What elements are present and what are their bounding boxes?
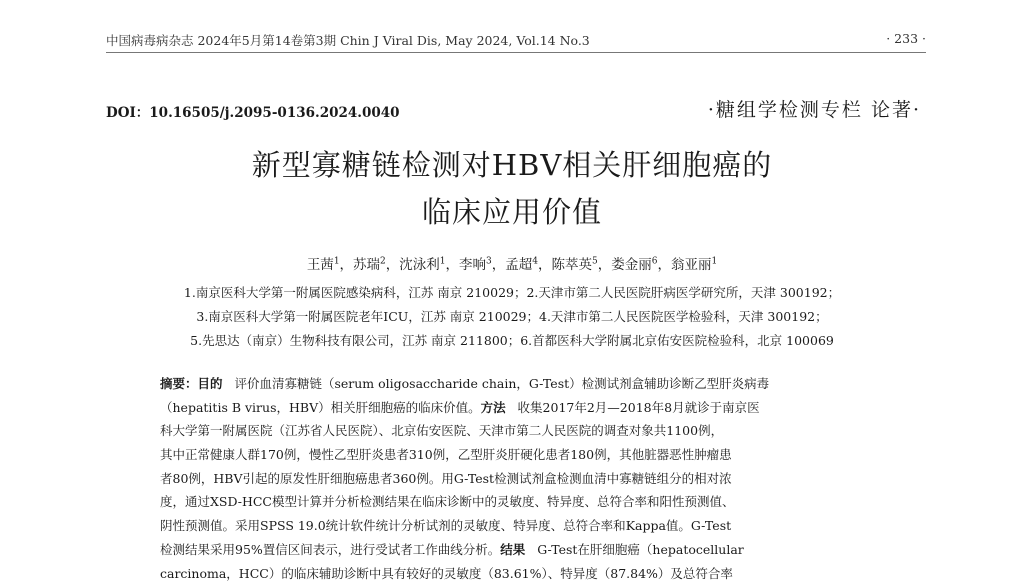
methods-label: 方法 — [481, 400, 506, 415]
abstract-line: 阴性预测值。采用SPSS 19.0统计软件统计分析试剂的灵敏度、特异度、总符合率和Kappa值。G-Test — [160, 514, 870, 538]
author-affiliation-number: 1 — [711, 257, 717, 267]
abstract-line — [160, 396, 870, 420]
objective-label: 目的 — [198, 376, 223, 391]
abstract-line — [160, 538, 870, 562]
abstract-line: carcinoma，HCC）的临床辅助诊断中具有较好的灵敏度（83.61%）、特异度（87.84%）及总符合率 — [160, 562, 870, 585]
author-affiliation-number: 5 — [592, 257, 598, 267]
author-affiliation-number: 4 — [532, 257, 538, 267]
abstract-text: 收集2017年2月—2018年8月就诊于南京医 — [518, 400, 760, 415]
abstract-text: G-Test在肝细胞癌（hepatocellular — [537, 542, 744, 557]
abstract-line: 度，通过XSD-HCC模型计算并分析检测结果在临床诊断中的灵敏度、特异度、总符合率和阳性预测值、 — [160, 490, 870, 514]
results-label: 结果 — [500, 542, 525, 557]
author-affiliation-number: 6 — [652, 257, 658, 267]
abstract-text: 检测结果采用95%置信区间表示，进行受试者工作曲线分析。 — [160, 542, 500, 557]
paper-title-line1: 新型寡糖链检测对HBV相关肝细胞癌的 — [0, 141, 1024, 189]
author: 翁亚丽$^1$ — [671, 257, 717, 273]
author: 陈萃英$^5$ — [551, 257, 597, 273]
affiliation-line: 5.先思达（南京）生物科技有限公司，江苏 南京 211800；6.首都医科大学附属北京佑安医院检验科，北京 100069 — [0, 331, 1024, 349]
abstract-text: 评价血清寡糖链（serum oligosaccharide chain，G-Test）检测试剂盒辅助诊断乙型肝炎病毒 — [234, 376, 769, 391]
abstract-line: 其中正常健康人群170例，慢性乙型肝炎患者310例，乙型肝炎肝硬化患者180例，其他脏器恶性肿瘤患 — [160, 443, 870, 467]
abstract-text: （hepatitis B virus，HBV）相关肝细胞癌的临床价值。 — [160, 400, 481, 415]
journal-info: 中国病毒病杂志 2024年5月第14卷第3期 Chin J Viral Dis, May 2024, Vol.14 No.3 — [106, 31, 590, 49]
abstract-line — [160, 372, 870, 396]
author: 李响$^3$ — [459, 257, 492, 273]
column-tag: ·糖组学检测专栏 论著· — [708, 95, 921, 122]
author-affiliation-number: 1 — [440, 257, 446, 267]
author: 王茜$^1$ — [307, 257, 340, 273]
abstract-line: 者80例，HBV引起的原发性肝细胞癌患者360例。用G-Test检测试剂盒检测血清中寡糖链组分的相对浓 — [160, 467, 870, 491]
affiliation-line: 3.南京医科大学第一附属医院老年ICU，江苏 南京 210029；4.天津市第二人民医院医学检验科，天津 300192； — [0, 307, 1024, 325]
author: 娄金丽$^6$ — [611, 257, 657, 273]
header-rule — [106, 52, 926, 53]
running-header — [106, 31, 926, 47]
author: 孟超$^4$ — [505, 257, 538, 273]
authors: 王茜$^1$，苏瑞$^2$，沈泳利$^1$，李响$^3$，孟超$^4$，陈萃英$^5$，娄金丽$^6$，翁亚丽$^1$ — [0, 253, 1024, 273]
author-affiliation-number: 2 — [380, 257, 386, 267]
author: 沈泳利$^1$ — [399, 257, 445, 273]
abstract-line: 科大学第一附属医院（江苏省人民医院）、北京佑安医院、天津市第二人民医院的调查对象共1100例， — [160, 419, 870, 443]
abstract — [160, 372, 870, 585]
doi: DOI：10.16505/j.2095-0136.2024.0040 — [106, 101, 400, 121]
affiliation-line: 1.南京医科大学第一附属医院感染病科，江苏 南京 210029；2.天津市第二人民医院肝病医学研究所，天津 300192； — [0, 283, 1024, 301]
author-affiliation-number: 1 — [334, 257, 340, 267]
author-affiliation-number: 3 — [486, 257, 492, 267]
abstract-label: 摘要： — [160, 376, 198, 391]
paper-title-line2: 临床应用价值 — [0, 188, 1024, 236]
page-number: · 233 · — [886, 31, 926, 46]
author: 苏瑞$^2$ — [353, 257, 386, 273]
